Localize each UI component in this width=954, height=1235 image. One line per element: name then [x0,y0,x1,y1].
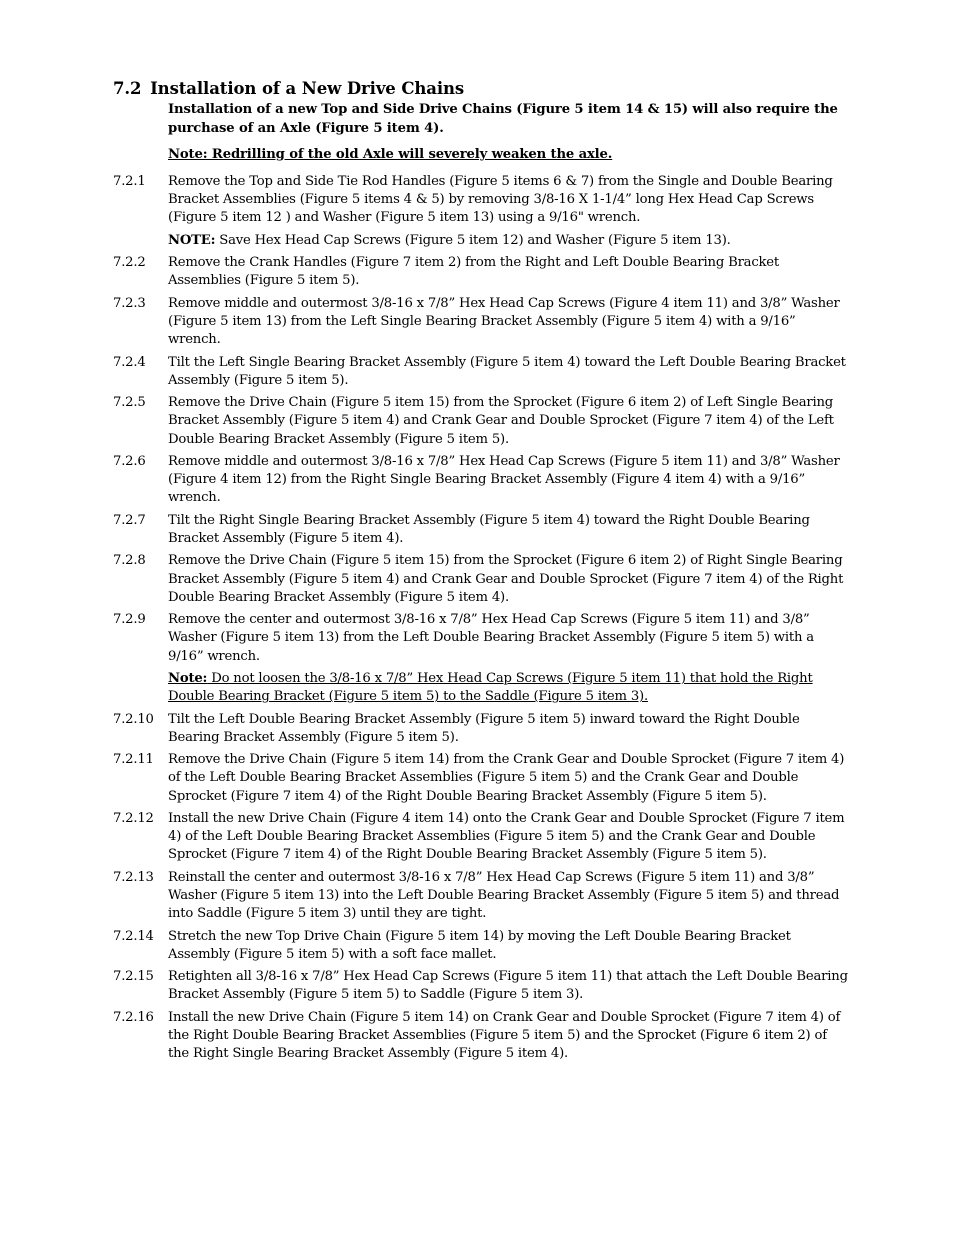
step-number: 7.2.7 [113,512,146,528]
note-text: Do not loosen the 3/8-16 x 7/8” Hex Head Cap Screws (Figure 5 item 11) that hold the Right Double Bearing Bracket (Figure 5 item 5) to the Saddle (Figure 5 item 3). [168,670,813,705]
section-heading [113,79,464,98]
step-7-2-1 [113,173,848,228]
step-text: Reinstall the center and outermost 3/8-16 x 7/8” Hex Head Cap Screws (Figure 5 item 11) and 3/8” Washer (Figure 5 item 13) into the Left Double Bearing Bracket Assembly (Figure 5 item 5) and thread into Saddle (Figure 5 item 3) until they are tight. [168,869,840,922]
note-label: Note: [168,670,208,686]
step-7-2-2 [113,254,848,290]
step-number: 7.2.15 [113,969,154,985]
step-number: 7.2.6 [113,453,146,469]
step-7-2-7 [113,512,848,548]
step-text: Remove the Top and Side Tie Rod Handles (Figure 5 items 6 & 7) from the Single and Double Bearing Bracket Assemblies (Figure 5 items 4 & 5) by removing 3/8-16 X 1-1/4” long Hex Head Cap Screws (Figure 5 item 12 ) and Washer (Figure 5 item 13) using a 9/16" wrench. [168,174,833,226]
step-7-2-8 [113,552,848,607]
step-7-2-11 [113,751,848,806]
step-text: Remove the Drive Chain (Figure 5 item 15) from the Sprocket (Figure 6 item 2) of Right Single Bearing Bracket Assembly (Figure 5 item 4) and Crank Gear and Double Sprocket (Figure 7 item 4) of the Right Double Bearing Bracket Assembly (Figure 5 item 4). [168,553,844,605]
step-text: Remove middle and outermost 3/8-16 x 7/8” Hex Head Cap Screws (Figure 4 item 11) and 3/8” Washer (Figure 5 item 13) from the Left Single Bearing Bracket Assembly (Figure 5 item 4) with a 9/16” wrench. [168,295,840,348]
step-7-2-5 [113,394,848,449]
step-7-2-12 [113,810,848,865]
step-text: Install the new Drive Chain (Figure 4 item 14) onto the Crank Gear and Double Sprocket (Figure 7 item 4) of the Left Double Bearing Bracket Assemblies (Figure 5 item 5) and the Crank Gear and Double Sprocket (Figure 7 item 4) of the Right Double Bearing Bracket Assembly (Figure 5 item 5). [168,810,845,863]
step-7-2-15 [113,968,848,1004]
step-7-2-14 [113,928,848,964]
step-list [113,173,848,1068]
step-number: 7.2.5 [113,395,146,411]
step-text: Remove the Drive Chain (Figure 5 item 14) from the Crank Gear and Double Sprocket (Figure 7 item 4) of the Left Double Bearing Bracket Assemblies (Figure 5 item 5) and the Crank Gear and Double Sprocket (Figure 7 item 4) of the Right Double Bearing Bracket Assembly (Figure 5 item 5). [168,752,845,804]
step-number: 7.2.13 [113,869,154,885]
step-number: 7.2.3 [113,295,146,311]
step-number: 7.2.2 [113,255,146,271]
step-text: Remove the Drive Chain (Figure 5 item 15) from the Sprocket (Figure 6 item 2) of Left Single Bearing Bracket Assembly (Figure 5 item 4) and Crank Gear and Double Sprocket (Figure 7 item 4) of the Left Double Bearing Bracket Assembly (Figure 5 item 5). [168,395,834,447]
note-save-screws [168,232,848,250]
step-7-2-6 [113,453,848,508]
step-number: 7.2.14 [113,928,154,944]
step-text: Tilt the Left Single Bearing Bracket Assembly (Figure 5 item 4) toward the Left Double Bearing Bracket Assembly (Figure 5 item 5). [168,354,846,388]
step-text: Tilt the Left Double Bearing Bracket Assembly (Figure 5 item 5) inward toward the Right Double Bearing Bracket Assembly (Figure 5 item 5). [168,711,800,745]
step-number: 7.2.11 [113,752,154,768]
step-7-2-10 [113,711,848,747]
section-title: Installation of a New Drive Chains [150,79,465,98]
step-number: 7.2.8 [113,553,146,569]
step-number: 7.2.10 [113,711,154,727]
note-text: Save Hex Head Cap Screws (Figure 5 item 12) and Washer (Figure 5 item 13). [215,232,731,248]
step-text: Install the new Drive Chain (Figure 5 item 14) on Crank Gear and Double Sprocket (Figure 7 item 4) of the Right Double Bearing Bracket Assemblies (Figure 5 item 5) and the Sprocket (Figure 6 item 2) of the Right Single Bearing Bracket Assembly (Figure 5 item 4). [168,1009,841,1062]
step-7-2-13 [113,869,848,924]
step-7-2-4 [113,354,848,390]
note-label: NOTE: [168,232,216,248]
step-7-2-9 [113,611,848,666]
step-number: 7.2.4 [113,354,146,370]
section-number: 7.2 [113,79,142,98]
step-text: Remove middle and outermost 3/8-16 x 7/8” Hex Head Cap Screws (Figure 5 item 11) and 3/8” Washer (Figure 4 item 12) from the Right Single Bearing Bracket Assembly (Figure 4 item 4) with a 9/16” wrench. [168,453,840,506]
step-text: Remove the center and outermost 3/8-16 x 7/8” Hex Head Cap Screws (Figure 5 item 11) and 3/8” Washer (Figure 5 item 13) from the Left Double Bearing Bracket Assembly (Figure 5 item 5) with a 9/16” wrench. [168,612,814,664]
step-text: Tilt the Right Single Bearing Bracket Assembly (Figure 5 item 4) toward the Right Double Bearing Bracket Assembly (Figure 5 item 4). [168,512,810,546]
step-7-2-16 [113,1009,848,1064]
step-number: 7.2.12 [113,810,154,826]
step-text: Stretch the new Top Drive Chain (Figure 5 item 14) by moving the Left Double Bearing Bracket Assembly (Figure 5 item 5) with a soft face mallet. [168,928,791,962]
step-number: 7.2.16 [113,1009,154,1025]
step-text: Remove the Crank Handles (Figure 7 item 2) from the Right and Left Double Bearing Bracket Assemblies (Figure 5 item 5). [168,255,780,289]
step-number: 7.2.1 [113,174,146,189]
note-do-not-loosen [168,670,848,706]
step-7-2-3 [113,295,848,350]
section-intro: Installation of a new Top and Side Drive Chains (Figure 5 item 14 & 15) will also require the purchase of an Axle (Figure 5 item 4). [168,102,838,136]
step-text: Retighten all 3/8-16 x 7/8” Hex Head Cap Screws (Figure 5 item 11) that attach the Left Double Bearing Bracket Assembly (Figure 5 item 5) to Saddle (Figure 5 item 3). [168,969,848,1003]
step-number: 7.2.9 [113,612,146,628]
section-intro-note: Note: Redrilling of the old Axle will severely weaken the axle. [168,147,613,162]
